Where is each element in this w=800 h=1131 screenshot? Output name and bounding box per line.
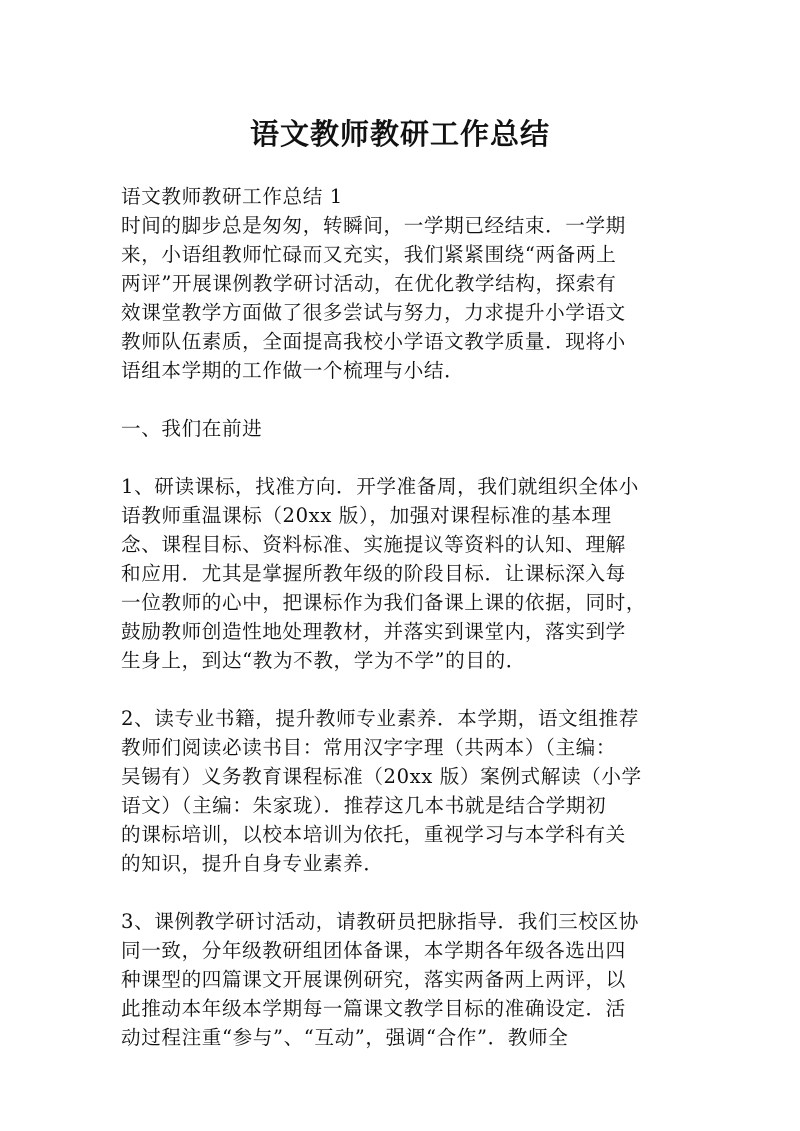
paragraph-line: 的知识，提升自身专业素养． bbox=[121, 852, 384, 875]
document-title: 语文教师教研工作总结 bbox=[249, 117, 550, 151]
paragraph-line: 语教师重温课标（20xx 版），加强对课程标准的基本理 bbox=[121, 504, 612, 527]
subtitle-line: 语文教师教研工作总结 1 bbox=[121, 185, 343, 208]
document-body bbox=[121, 182, 681, 1052]
paragraph-line: 鼓励教师创造性地处理教材，并落实到课堂内，落实到学 bbox=[121, 620, 626, 643]
paragraph-line: 1、研读课标，找准方向．开学准备周，我们就组织全体小 bbox=[121, 475, 639, 498]
paragraph-line: 语组本学期的工作做一个梳理与小结． bbox=[121, 359, 465, 382]
paragraph-gap bbox=[121, 443, 681, 472]
paragraph-line: 时间的脚步总是匆匆，转瞬间，一学期已经结束．一学期 bbox=[121, 214, 626, 237]
paragraph-line: 一位教师的心中，把课标作为我们备课上课的依据，同时， bbox=[121, 591, 647, 614]
paragraph-line: 生身上，到达“教为不教，学为不学”的目的． bbox=[121, 649, 526, 672]
paragraph-line: 同一致，分年级教研组团体备课，本学期各年级各选出四 bbox=[121, 939, 626, 962]
paragraph-line: 念、课程目标、资料标准、实施提议等资料的认知、理解 bbox=[121, 533, 626, 556]
paragraph-gap bbox=[121, 878, 681, 907]
paragraph-line: 2、读专业书籍，提升教师专业素养．本学期，语文组推荐 bbox=[121, 707, 639, 730]
paragraph-line: 此推动本年级本学期每一篇课文教学目标的准确设定．活 bbox=[121, 997, 626, 1020]
paragraph-gap bbox=[121, 385, 681, 414]
paragraph-line: 教师队伍素质，全面提高我校小学语文教学质量．现将小 bbox=[121, 330, 626, 353]
section-heading: 一、我们在前进 bbox=[121, 417, 263, 440]
paragraph-line: 动过程注重“参与”、“互动”，强调“合作”．教师全 bbox=[121, 1026, 569, 1049]
paragraph-gap bbox=[121, 675, 681, 704]
paragraph-line: 教师们阅读必读书目：常用汉字字理（共两本）（主编： bbox=[121, 736, 617, 759]
paragraph-line: 语文）（主编：朱家珑）．推荐这几本书就是结合学期初 bbox=[121, 794, 607, 817]
paragraph-line: 吴锡有）义务教育课程标准（20xx 版）案例式解读（小学 bbox=[121, 765, 642, 788]
paragraph-line: 3、课例教学研讨活动，请教研员把脉指导．我们三校区协 bbox=[121, 910, 639, 933]
paragraph-line: 种课型的四篇课文开展课例研究，落实两备两上两评，以 bbox=[121, 968, 626, 991]
paragraph-line: 和应用．尤其是掌握所教年级的阶段目标．让课标深入每 bbox=[121, 562, 626, 585]
paragraph-line: 效课堂教学方面做了很多尝试与努力，力求提升小学语文 bbox=[121, 301, 626, 324]
paragraph-line: 来，小语组教师忙碌而又充实，我们紧紧围绕“两备两上 bbox=[121, 243, 617, 266]
paragraph-line: 两评”开展课例教学研讨活动，在优化教学结构，探索有 bbox=[121, 272, 617, 295]
paragraph-line: 的课标培训，以校本培训为依托，重视学习与本学科有关 bbox=[121, 823, 626, 846]
